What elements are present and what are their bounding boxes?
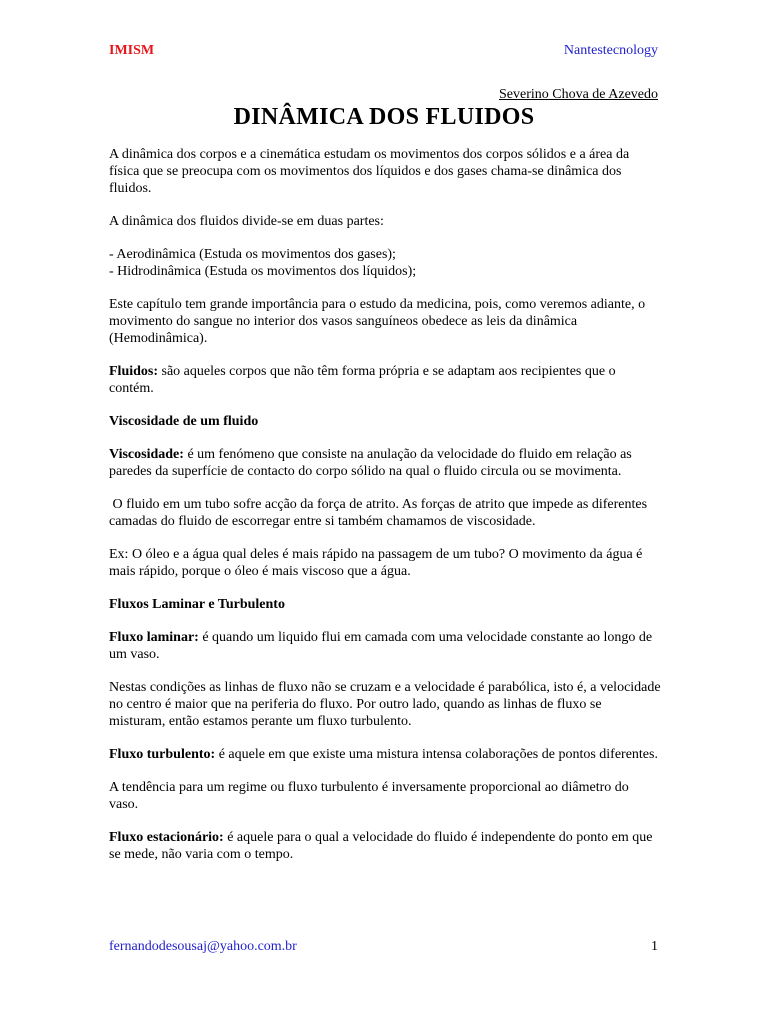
document-body [109, 146, 661, 879]
paragraph-estacionario [109, 829, 661, 863]
footer-email: fernandodesousaj@yahoo.com.br [109, 939, 297, 954]
page-number: 1 [651, 939, 658, 954]
section-heading-viscosidade: Viscosidade de um fluido [109, 414, 259, 429]
definition-laminar: é quando um liquido flui em camada com uma velocidade constante ao longo de um vaso. [109, 630, 653, 662]
header-institution: IMISM [109, 43, 155, 58]
page-title: DINÂMICA DOS FLUIDOS [233, 104, 535, 130]
paragraph-fluidos [109, 363, 661, 397]
header-publisher: Nantestecnology [563, 43, 658, 58]
term-turbulento: Fluxo turbulento: [109, 747, 216, 762]
term-estacionario: Fluxo estacionário: [109, 830, 224, 845]
list-item: - Aerodinâmica (Estuda os movimentos dos gases); [109, 247, 396, 262]
term-fluidos: Fluidos: [109, 364, 159, 379]
divisions-list [109, 246, 661, 280]
definition-fluidos: são aqueles corpos que não têm forma própria e se adaptam aos recipientes que o contém. [109, 364, 616, 396]
term-laminar: Fluxo laminar: [109, 630, 199, 645]
section-heading-fluxos: Fluxos Laminar e Turbulento [109, 597, 285, 612]
definition-turbulento: é aquele em que existe uma mistura intensa colaborações de pontos diferentes. [215, 747, 658, 762]
paragraph-importance: Este capítulo tem grande importância para o estudo da medicina, pois, como veremos adiante, o movimento do sangue no interior dos vasos sanguíneos obedece as leis da dinâmica (Hemodinâmica). [109, 297, 646, 346]
paragraph-turbulento [109, 746, 661, 763]
paragraph-intro: A dinâmica dos corpos e a cinemática estudam os movimentos dos corpos sólidos e a área da física que se preocupa com os movimentos dos líquidos e dos gases chama-se dinâmica dos fluidos. [109, 147, 630, 196]
paragraph-tendencia: A tendência para um regime ou fluxo turbulento é inversamente proporcional ao diâmetro do vaso. [109, 780, 629, 812]
definition-viscosidade: é um fenómeno que consiste na anulação da velocidade do fluido em relação as paredes da superfície de contacto do corpo sólido na qual o fluido circula ou se movimenta. [109, 447, 632, 479]
term-viscosidade: Viscosidade: [109, 447, 184, 462]
paragraph-laminar [109, 629, 661, 663]
paragraph-divisions: A dinâmica dos fluidos divide-se em duas partes: [109, 214, 384, 229]
paragraph-atrito: O fluido em um tubo sofre acção da força de atrito. As forças de atrito que impede as diferentes camadas do fluido de escorregar entre si também chamamos de viscosidade. [109, 497, 651, 529]
paragraph-example: Ex: O óleo e a água qual deles é mais rápido na passagem de um tubo? O movimento da água é mais rápido, porque o óleo é mais viscoso que a água. [109, 547, 643, 579]
definition-estacionario: é aquele para o qual a velocidade do fluido é independente do ponto em que se mede, não varia com o tempo. [109, 830, 653, 862]
paragraph-condicoes: Nestas condições as linhas de fluxo não se cruzam e a velocidade é parabólica, isto é, a velocidade no centro é maior que na periferia do fluxo. Por outro lado, quando as linhas de fluxo se misturam, então estamos perante um fluxo turbulento. [109, 680, 661, 729]
list-item: - Hidrodinâmica (Estuda os movimentos dos líquidos); [109, 264, 417, 279]
author-name: Severino Chova de Azevedo [498, 87, 658, 102]
paragraph-viscosidade [109, 446, 661, 480]
